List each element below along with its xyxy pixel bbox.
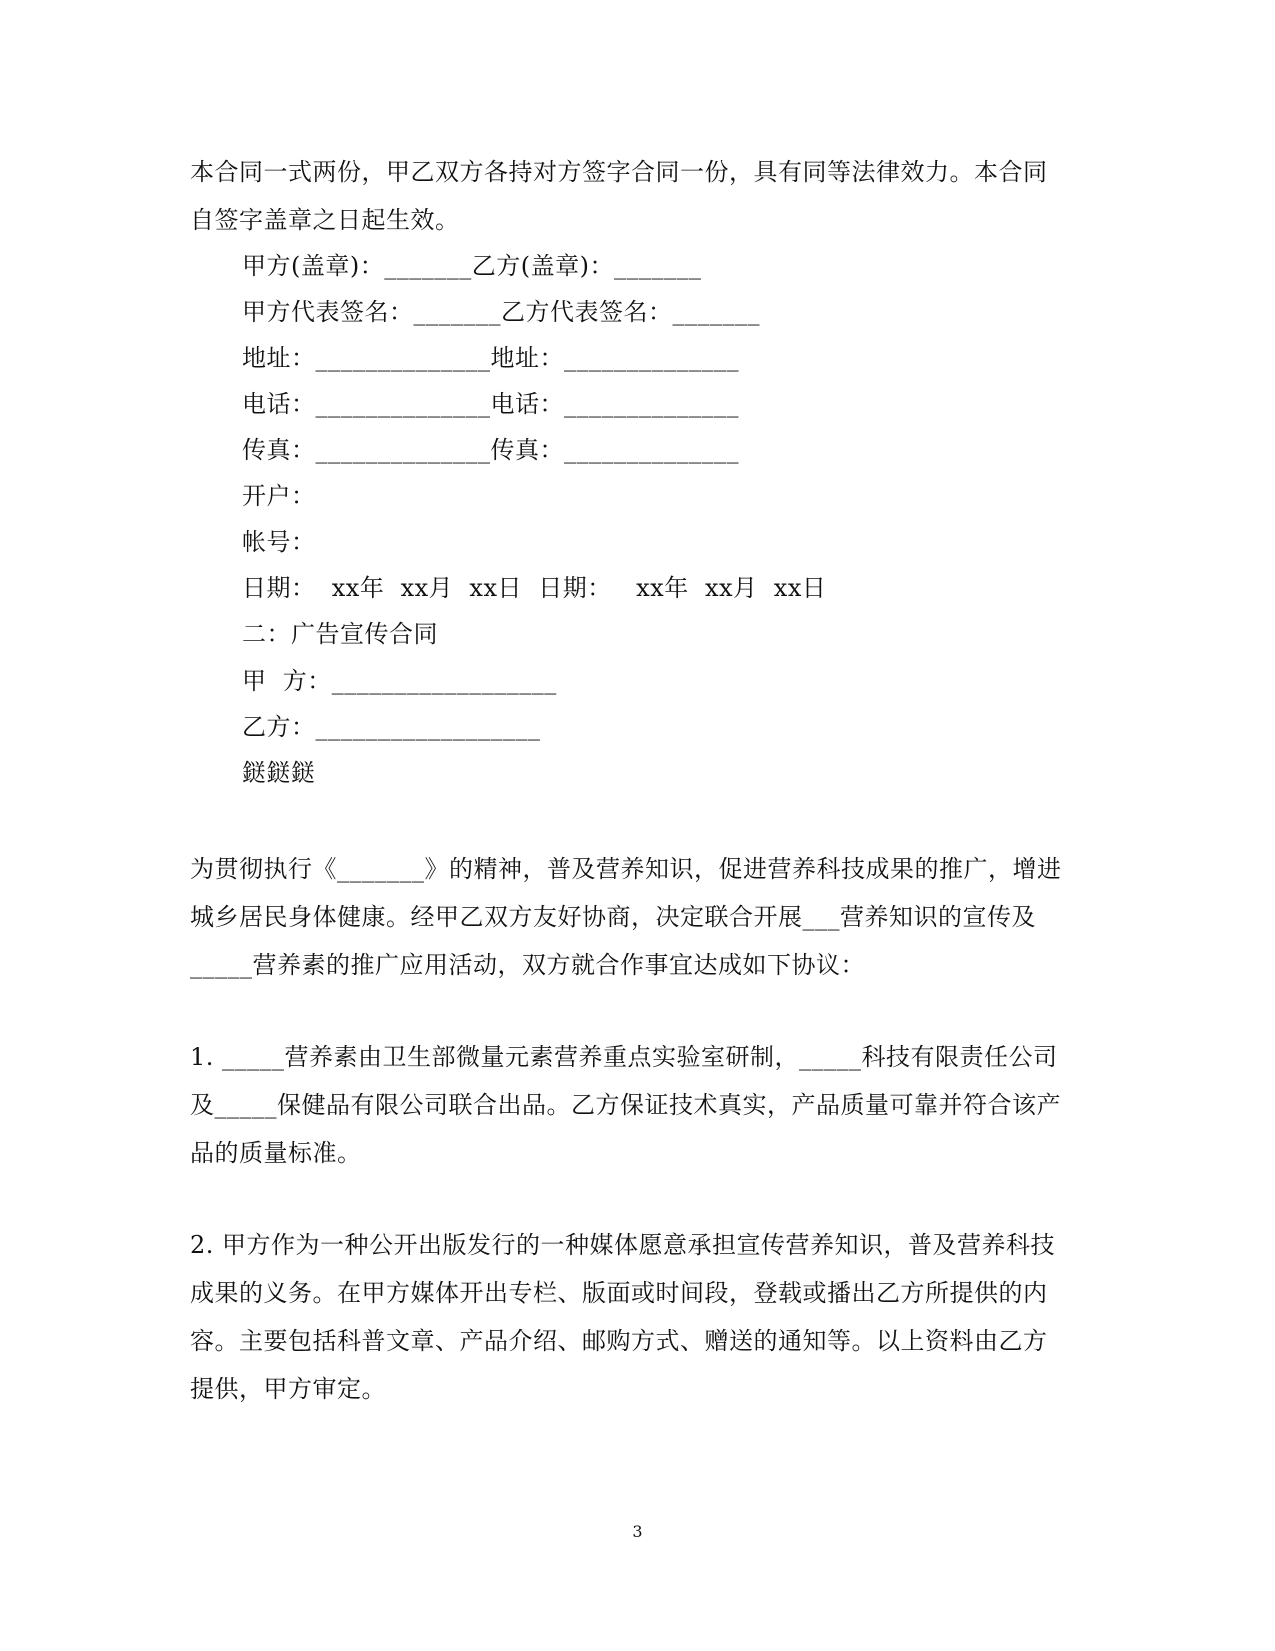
garbled-text: 鎹鎹鎹	[242, 759, 316, 787]
page-number: 3	[632, 1522, 643, 1541]
signature-seal-line: 甲方(盖章)：_______乙方(盖章)：_______	[242, 252, 702, 280]
fax-line: 传真：______________传真：______________	[242, 436, 739, 464]
clause-1: 1. _____营养素由卫生部微量元素营养重点实验室研制，_____科技有限责任公司及_____保健品有限公司联合出品。乙方保证技术真实，产品质量可靠并符合该产品的质量标准。	[190, 1043, 1061, 1167]
address-line: 地址：______________地址：______________	[242, 344, 739, 372]
date-line: 日期： xx年 xx月 xx日 日期： xx年 xx月 xx日	[242, 574, 827, 602]
phone-line: 电话：______________电话：______________	[242, 390, 739, 418]
bank-line: 开户：	[242, 482, 316, 510]
party-a-line: 甲 方：__________________	[242, 667, 557, 695]
clause-2: 2. 甲方作为一种公开出版发行的一种媒体愿意承担宣传营养知识，普及营养科技成果的义务。在甲方媒体开出专栏、版面或时间段，登载或播出乙方所提供的内容。主要包括科普文章、产品介绍、邮购方式、赠送的通知等。以上资料由乙方提供，甲方审定。	[190, 1231, 1056, 1403]
closing-paragraph: 本合同一式两份，甲乙双方各持对方签字合同一份，具有同等法律效力。本合同自签字盖章之日起生效。	[190, 158, 1048, 234]
contract-heading: 二：广告宣传合同	[242, 620, 438, 648]
intro-paragraph: 为贯彻执行《_______》的精神，普及营养知识，促进营养科技成果的推广，增进城乡居民身体健康。经甲乙双方友好协商，决定联合开展___营养知识的宣传及_____营养素的推广应用活动，双方就合作事宜达成如下协议：	[190, 855, 1062, 979]
account-line: 帐号：	[242, 528, 316, 556]
party-b-line: 乙方：__________________	[242, 713, 541, 741]
signature-representative-line: 甲方代表签名：_______乙方代表签名：_______	[242, 298, 760, 326]
